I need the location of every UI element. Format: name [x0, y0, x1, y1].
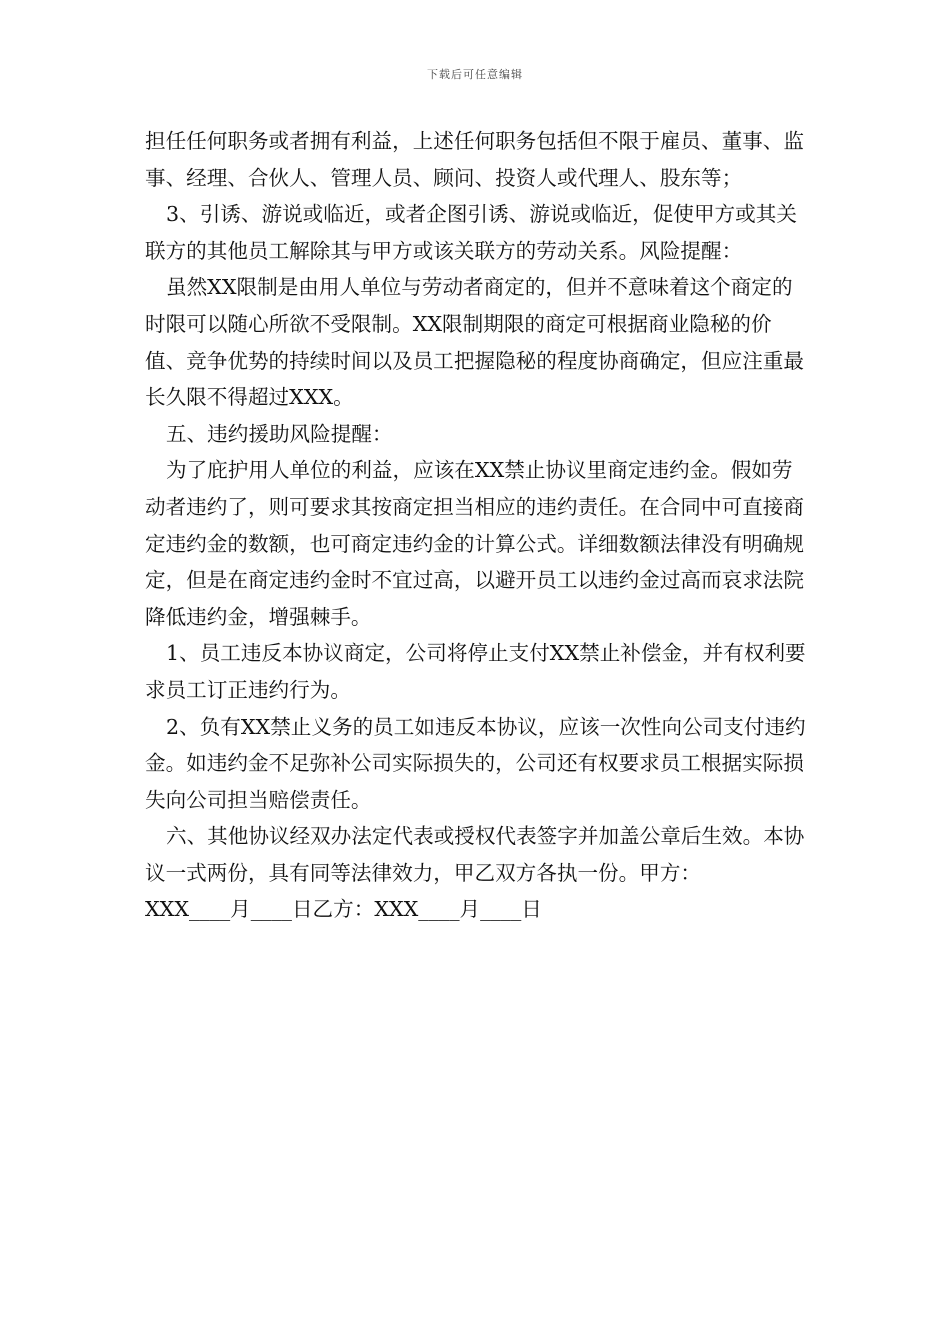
signature-date-line: XXX____月____日乙方：XXX____月____日	[145, 897, 542, 922]
paragraph-item-2: 2、负有XX禁止义务的员工如违反本协议，应该一次性向公司支付违约金。如违约金不足弥补公司实际损失的，公司还有权要求员工根据实际损失向公司担当赔偿责任。	[145, 714, 806, 812]
document-body	[145, 123, 810, 928]
paragraph-penalty: 为了庇护用人单位的利益，应该在XX禁止协议里商定违约金。假如劳动者违约了，则可要求其按商定担当相应的违约责任。在合同中可直接商定违约金的数额，也可商定违约金的计算公式。详细数额法律没有明确规定，但是在商定违约金时不宜过高，以避开员工以违约金过高而哀求法院降低违约金，增强棘手。	[145, 458, 804, 629]
page-header-note: 下载后可任意编辑	[427, 68, 523, 81]
paragraph-duties: 担任任何职务或者拥有利益，上述任何职务包括但不限于雇员、董事、监事、经理、合伙人、管理人员、顾问、投资人或代理人、股东等；	[145, 129, 804, 190]
paragraph-item-1: 1、员工违反本协议商定，公司将停止支付XX禁止补偿金，并有权利要求员工订正违约行为。	[145, 641, 806, 702]
paragraph-other-terms: 六、其他协议经双办法定代表或授权代表签字并加盖公章后生效。本协议一式两份，具有同等法律效力，甲乙双方各执一份。甲方：	[145, 824, 805, 885]
section-heading-breach: 五、违约援助风险提醒：	[166, 421, 393, 446]
paragraph-item-3: 3、引诱、游说或临近，或者企图引诱、游说或临近，促使甲方或其关联方的其他员工解除其与甲方或该关联方的劳动关系。风险提醒：	[145, 202, 797, 263]
paragraph-limit-term: 虽然XX限制是由用人单位与劳动者商定的，但并不意味着这个商定的时限可以随心所欲不受限制。XX限制期限的商定可根据商业隐秘的价值、竞争优势的持续时间以及员工把握隐秘的程度协商确定，但应注重最长久限不得超过XXX。	[145, 275, 804, 410]
